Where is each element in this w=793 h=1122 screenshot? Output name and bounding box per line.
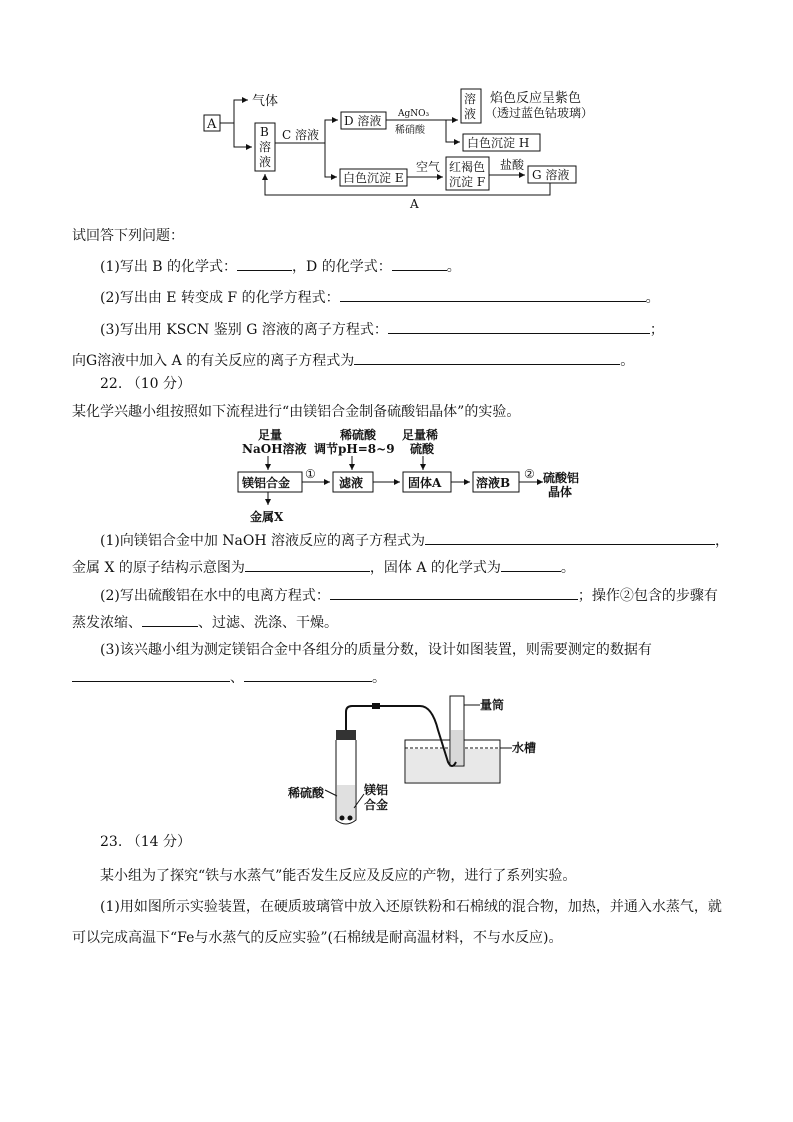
product-line1: 硫酸铝	[543, 471, 580, 485]
q21-intro: 试回答下列问题：	[72, 228, 184, 244]
reagent1-line1: 足量	[258, 428, 283, 442]
q21-p2a: (2)写出由 E 转变成 F 的化学方程式：	[100, 290, 340, 306]
flame-test-line1: 焰色反应呈紫色	[490, 91, 582, 106]
answer-blank-kscn[interactable]	[388, 319, 650, 334]
q22-p1d: ，固体 A 的化学式为	[369, 560, 501, 576]
flame-test-line2: （透过蓝色钴玻璃）	[485, 106, 594, 120]
alloy-label-line1: 镁铝	[364, 783, 389, 797]
q22-part3: (3)该兴趣小组为测定镁铝合金中各组分的质量分数，设计如图装置，则需要测定的数据有	[100, 642, 652, 658]
hcl-label: 盐酸	[500, 158, 525, 172]
q22-part2	[100, 585, 718, 606]
node-f-line2: 沉淀 F	[449, 175, 486, 189]
node-d: D 溶液	[344, 114, 382, 128]
q22-p1b: ，	[715, 533, 730, 549]
answer-blank-e-to-f[interactable]	[340, 287, 646, 302]
hno3-label: 稀硝酸	[395, 125, 425, 136]
q23-part1-cont: 可以完成高温下“Fe与水蒸气的反应实验”(石棉绒是耐高温材料，不与水反应)。	[72, 930, 563, 946]
answer-blank-data1[interactable]	[72, 667, 230, 682]
q22-p2c: 蒸发浓缩、	[72, 615, 142, 631]
answer-blank-solid-a[interactable]	[501, 557, 561, 572]
answer-blank-step[interactable]	[142, 612, 198, 627]
q21-part4	[72, 350, 634, 371]
answer-blank-naoh-eq[interactable]	[425, 530, 715, 545]
q21-p2b: 。	[645, 290, 660, 306]
answer-blank-b[interactable]	[237, 256, 292, 271]
q21-p1b: ，D 的化学式：	[292, 259, 392, 275]
metal-x-label: 金属X	[250, 510, 284, 524]
q22-part1-cont	[72, 557, 575, 578]
reagent3-line2: 硫酸	[410, 442, 435, 456]
q22-p2b: ；操作②包含的步骤有	[577, 588, 718, 604]
a-feedback-label: A	[410, 197, 419, 210]
q22-part1	[100, 530, 729, 551]
answer-blank-g-plus-a[interactable]	[354, 350, 620, 365]
q22-part2-cont	[72, 612, 338, 633]
cylinder-label: 量筒	[480, 698, 505, 712]
q21-part1	[100, 256, 461, 277]
q22-p3b: 、	[230, 670, 244, 686]
apparatus-diagram	[280, 690, 560, 830]
reagent2-line2: 调节pH=8~9	[314, 442, 395, 456]
answer-blank-ionization[interactable]	[330, 585, 578, 600]
trough-label: 水槽	[512, 741, 537, 755]
node-solution-top: 溶	[464, 92, 477, 106]
reagent1-line2: NaOH溶液	[242, 442, 307, 456]
air-label: 空气	[416, 160, 441, 174]
answer-blank-d[interactable]	[392, 256, 447, 271]
q22-p2d: 、过滤、洗涤、干燥。	[198, 615, 338, 631]
q23-number: 23. （14 分）	[100, 834, 191, 850]
reagent3-line1: 足量稀	[402, 428, 439, 442]
node-b-line2: 溶	[259, 140, 272, 154]
acid-label: 稀硫酸	[288, 786, 325, 800]
q21-p1c: 。	[446, 259, 461, 275]
process-flow-diagram	[230, 427, 600, 527]
q22-p1e: 。	[560, 560, 575, 576]
filtrate-node: 滤液	[339, 476, 364, 490]
q21-p3a: (3)写出用 KSCN 鉴别 G 溶液的离子方程式：	[100, 322, 388, 338]
node-h: 白色沉淀 H	[467, 136, 530, 150]
node-b: B	[260, 125, 269, 139]
node-f-line1: 红褐色	[449, 160, 486, 174]
q21-p3b: ；	[649, 322, 664, 338]
q23-intro: 某小组为了探究“铁与水蒸气”能否发生反应及反应的产物，进行了系列实验。	[100, 868, 577, 884]
node-solution-bottom: 液	[464, 107, 477, 121]
q21-part2	[100, 287, 660, 308]
answer-blank-atom-diagram[interactable]	[245, 557, 370, 572]
product-line2: 晶体	[548, 485, 573, 499]
c-solution-label: C 溶液	[282, 128, 319, 142]
q22-p1a: (1)向镁铝合金中加 NaOH 溶液反应的离子方程式为	[100, 533, 426, 549]
q21-p4a: 向G溶液中加入 A 的有关反应的离子方程式为	[72, 353, 355, 369]
q22-part3-cont	[72, 667, 386, 688]
agno3-label: AgNO₃	[398, 109, 430, 119]
reaction-flow-diagram	[190, 85, 610, 210]
q22-p1c: 金属 X 的原子结构示意图为	[72, 560, 245, 576]
gas-label: 气体	[252, 94, 279, 109]
reagent2-line1: 稀硫酸	[340, 428, 377, 442]
q22-p2a: (2)写出硫酸铝在水中的电离方程式：	[100, 588, 330, 604]
q22-number: 22. （10 分）	[100, 376, 191, 392]
node-e: 白色沉淀 E	[343, 171, 404, 185]
node-g: G 溶液	[532, 168, 570, 182]
solution-b-node: 溶液B	[476, 476, 511, 490]
q21-p1a: (1)写出 B 的化学式：	[100, 259, 238, 275]
step1-marker: ①	[305, 467, 316, 481]
alloy-label-line2: 合金	[364, 798, 389, 812]
q23-part1: (1)用如图所示实验装置，在硬质玻璃管中放入还原铁粉和石棉绒的混合物，加热，并通入水蒸气，就	[100, 899, 722, 915]
node-b-line3: 液	[259, 155, 272, 169]
q21-part3	[100, 319, 664, 340]
q22-intro: 某化学兴趣小组按照如下流程进行“由镁铝合金制备硫酸铝晶体”的实验。	[72, 404, 521, 420]
q22-p3c: 。	[372, 670, 386, 686]
q21-p4b: 。	[620, 353, 635, 369]
answer-blank-data2[interactable]	[244, 667, 372, 682]
node-a: A	[207, 117, 217, 132]
alloy-node: 镁铝合金	[242, 476, 291, 490]
step2-marker: ②	[524, 467, 535, 481]
stopper	[336, 730, 356, 740]
solid-a-node: 固体A	[408, 476, 442, 490]
